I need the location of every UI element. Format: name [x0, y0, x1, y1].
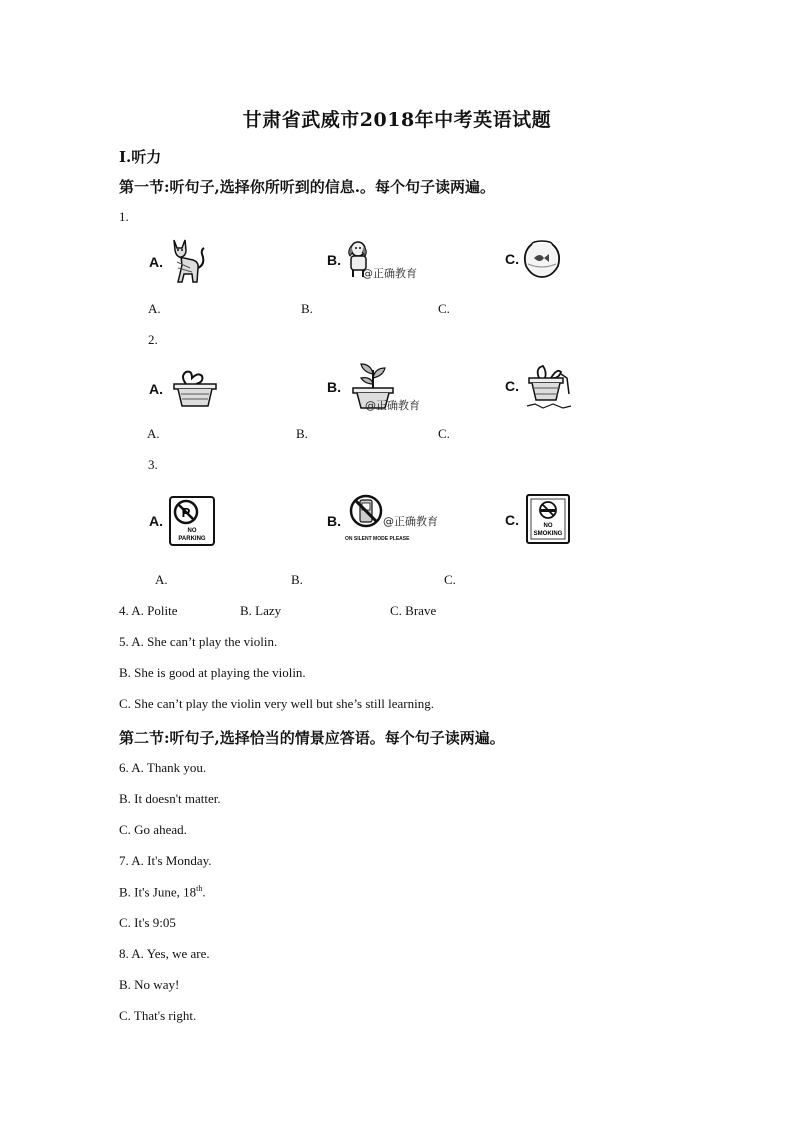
no-smoking-sign [526, 494, 570, 544]
page-title: 甘肃省武威市2018年中考英语试题 [242, 109, 552, 131]
q2-option-b: B. [296, 426, 308, 441]
q1-number: 1. [119, 209, 129, 224]
q3-picture-letter-a: A. [149, 513, 163, 529]
no-parking-text-1: NO [187, 528, 197, 534]
watermark-2: @正确教育 [365, 399, 420, 412]
q3-picture-letter-b: B. [327, 513, 341, 529]
q7-option-a: 7. A. It's Monday. [119, 853, 212, 868]
q5-option-b: B. She is good at playing the violin. [119, 665, 306, 680]
q1-option-c: C. [438, 301, 450, 316]
q6-option-c: C. Go ahead. [119, 822, 187, 837]
q2-picture-letter-a: A. [149, 381, 163, 397]
q3-option-b: B. [291, 572, 303, 587]
q7-option-b [119, 884, 206, 900]
no-smoking-text-1: NO [543, 523, 553, 529]
no-parking-text-2: PARKING [178, 536, 206, 542]
watermark-3: @正确教育 [383, 515, 438, 528]
q8-option-a: 8. A. Yes, we are. [119, 946, 210, 961]
no-parking-letter: P [181, 505, 191, 520]
q1-picture-letter-c: C. [505, 251, 519, 267]
silent-mode-caption: ON SILENT MODE PLEASE [345, 536, 410, 542]
q2-picture-letter-b: B. [327, 379, 341, 395]
broken-pot-icon [523, 364, 573, 412]
q7-option-c: C. It's 9:05 [119, 915, 176, 930]
q2-option-c: C. [438, 426, 450, 441]
q8-option-b: B. No way! [119, 977, 180, 992]
q5-option-a: 5. A. She can’t play the violin. [119, 634, 278, 649]
q6-option-a: 6. A. Thank you. [119, 760, 207, 775]
watermark: @正确教育 [362, 267, 417, 280]
q3-option-a: A. [155, 572, 168, 587]
q4-option-a: 4. A. Polite [119, 603, 178, 618]
q3-option-c: C. [444, 572, 456, 587]
q5-option-c: C. She can’t play the violin very well but she’s still learning. [119, 696, 434, 711]
q7-option-b-text: B. It's June, 18 [119, 884, 197, 900]
part-heading: I.听力 [119, 148, 162, 166]
q7-option-b-superscript: th [196, 884, 203, 893]
cat-icon [168, 238, 208, 284]
q1-option-b: B. [301, 301, 313, 316]
q1-picture-letter-b: B. [327, 252, 341, 268]
q6-option-b: B. It doesn't matter. [119, 791, 221, 806]
q8-option-c: C. That's right. [119, 1008, 197, 1023]
q4-option-c: C. Brave [390, 603, 437, 618]
q3-picture-letter-c: C. [505, 512, 519, 528]
section2-heading: 第二节:听句子,选择恰当的情景应答语。每个句子读两遍。 [119, 729, 505, 747]
no-smoking-text-2: SMOKING [533, 531, 563, 537]
fishbowl-icon [522, 240, 562, 278]
q1-picture-letter-a: A. [149, 254, 163, 270]
q4-option-b: B. Lazy [240, 603, 282, 618]
flower-pot-icon [172, 368, 218, 408]
q3-number: 3. [148, 457, 158, 472]
q2-number: 2. [148, 332, 158, 347]
section1-heading: 第一节:听句子,选择你所听到的信息.。每个句子读两遍。 [119, 178, 495, 196]
q7-option-b-period: . [202, 884, 206, 900]
q1-option-a: A. [148, 301, 161, 316]
no-parking-sign [169, 496, 215, 546]
q2-option-a: A. [147, 426, 160, 441]
silent-phone-sign [348, 494, 388, 530]
q2-picture-letter-c: C. [505, 378, 519, 394]
